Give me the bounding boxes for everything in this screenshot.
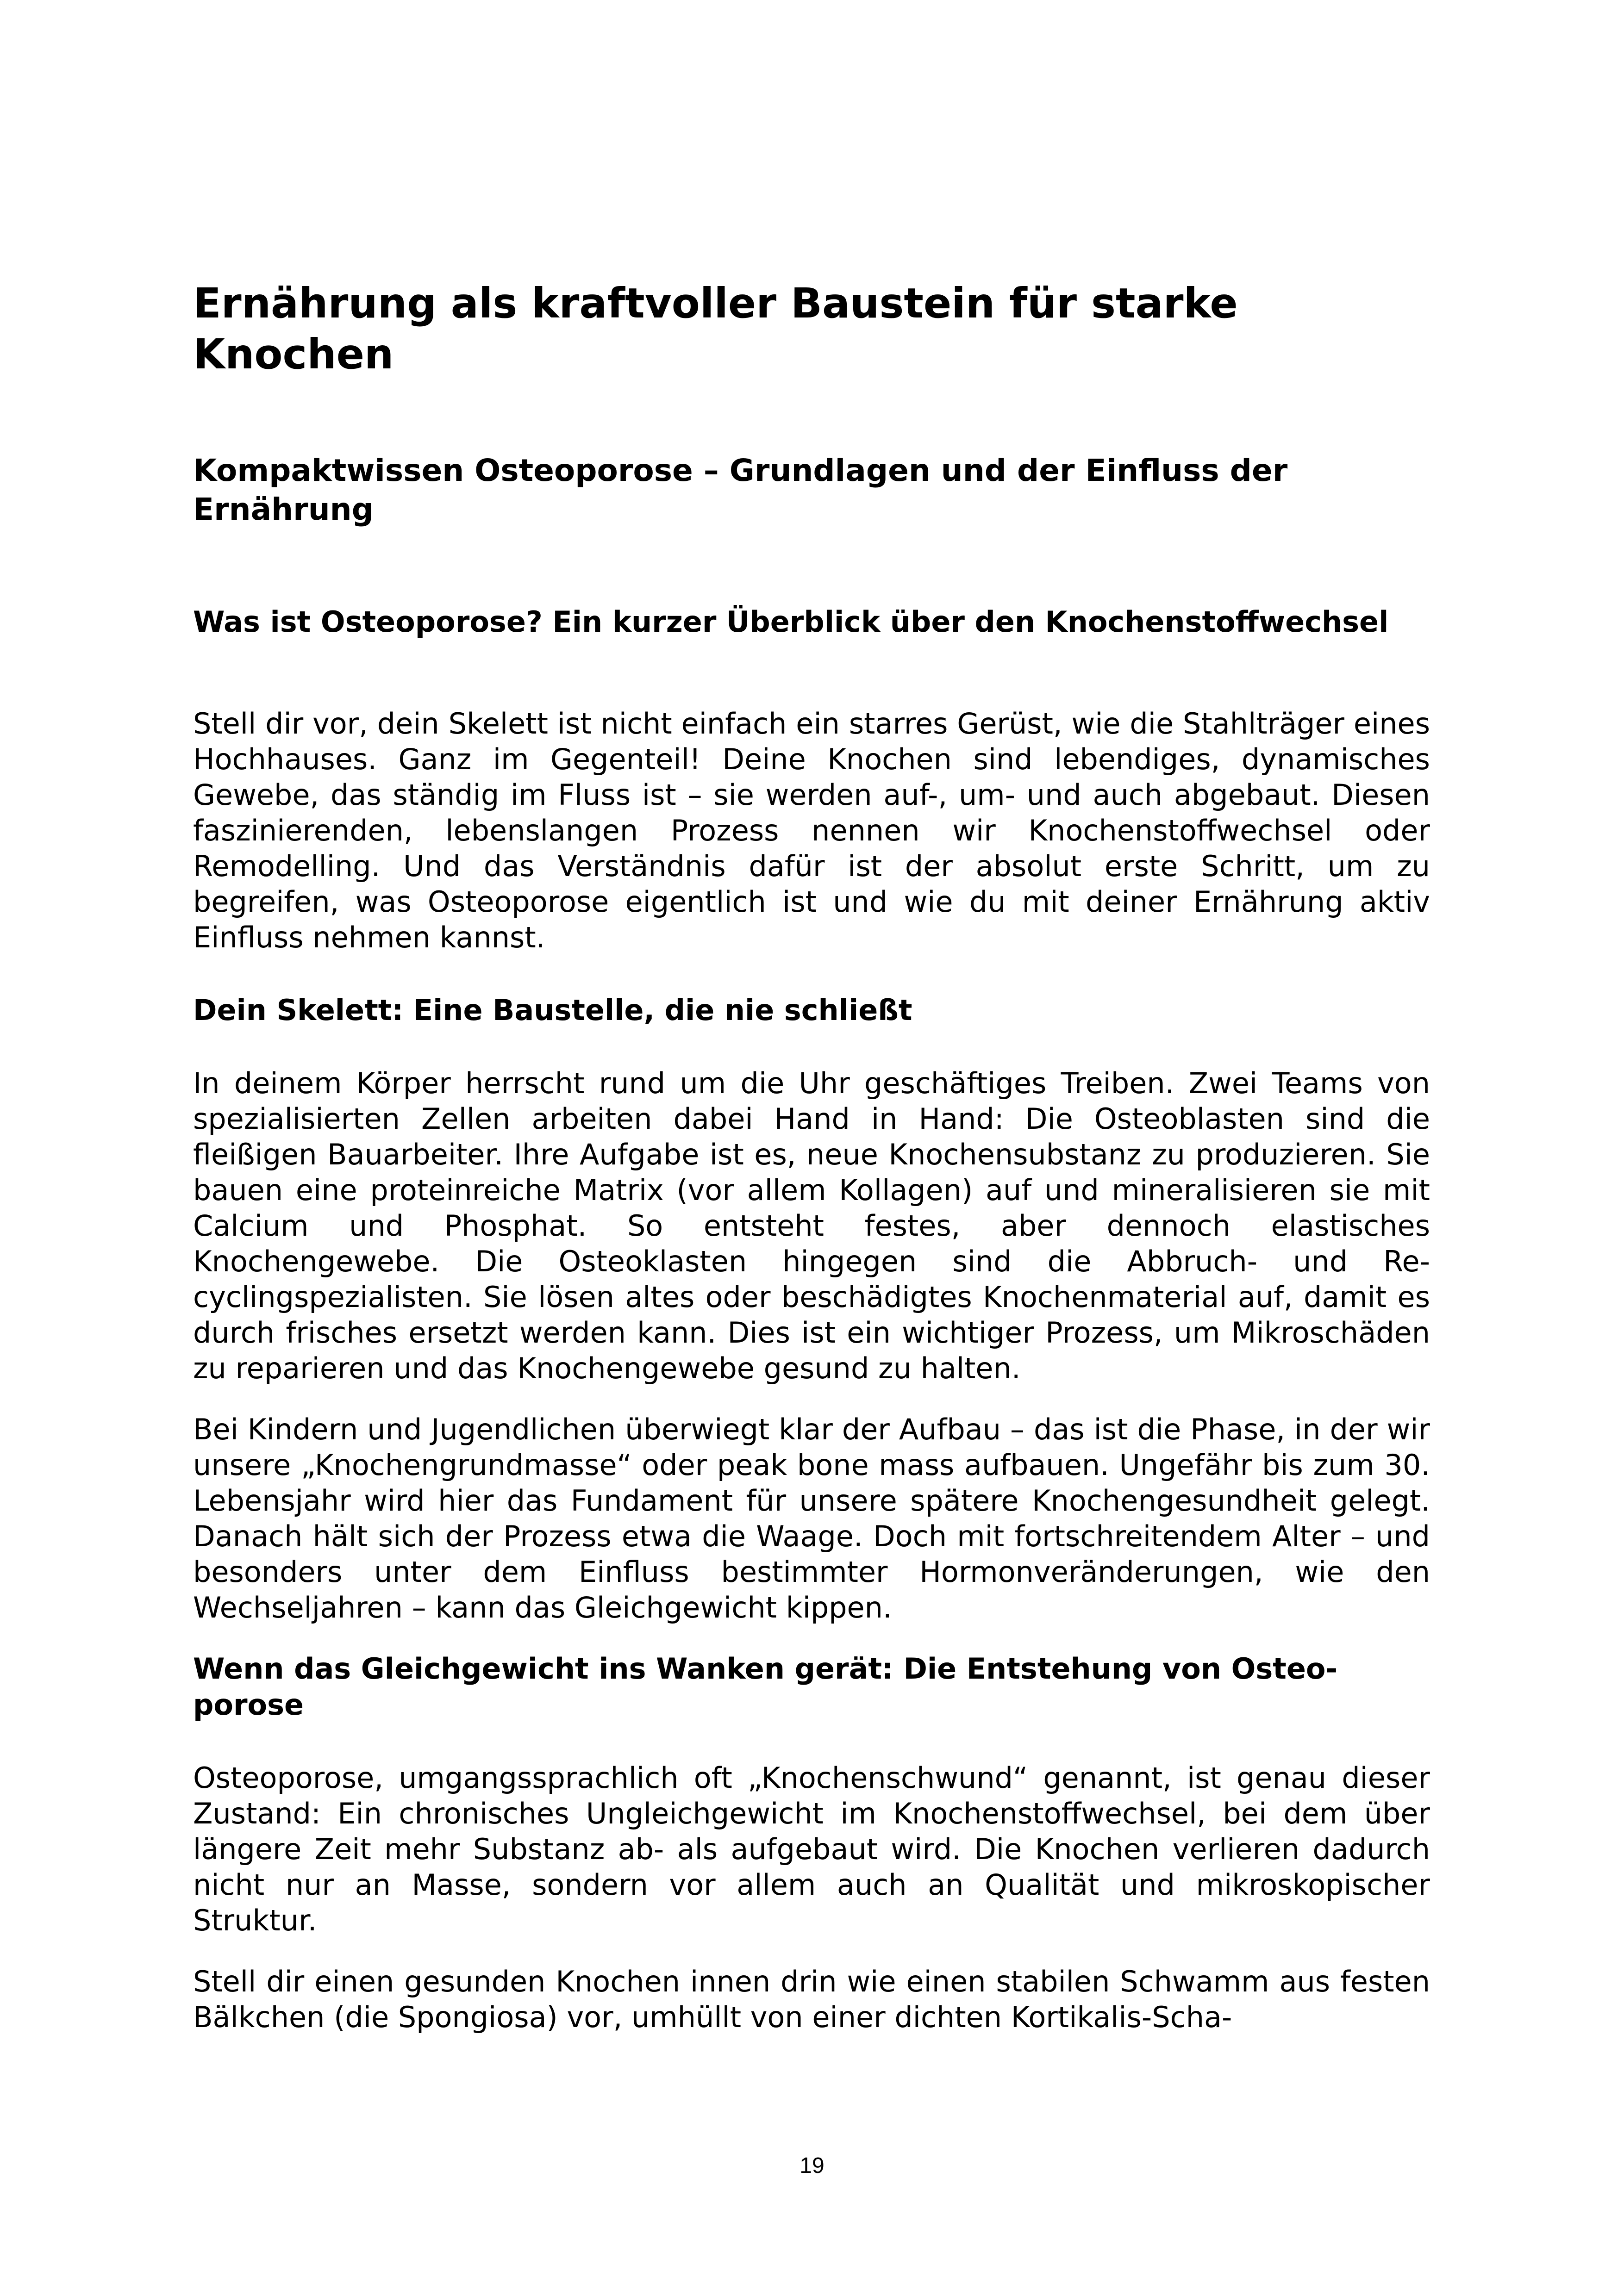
section-title: Kompaktwissen Osteoporose – Grundlagen und der Einfluss der Ernährung [193, 453, 1288, 527]
paragraph-osteoporose-definition: Osteoporose, umgangssprachlich oft „Knochenschwund“ genannt, ist genau dieser Zustand: Ein chronisches Ungleichgewicht im Knochenstoffwechsel, bei dem über längere Zeit mehr Substanz ab- als aufgebaut wird. Die Knochen verlieren dadurch nicht nur an Masse, sondern vor allem auch an Qualität und mikroskopischer Struktur. [193, 1761, 1430, 1937]
paragraph-kinder-jugendliche: Bei Kindern und Jugendlichen überwiegt klar der Aufbau – das ist die Phase, in der wir unsere „Knochengrundmasse“ oder peak bone mass aufbauen. Ungefähr bis zum 30. Lebensjahr wird hier das Fundament für unsere spätere Knochengesundheit gelegt. Danach hält sich der Prozess etwa die Waage. Doch mit fortschreitendem Alter – und besonders unter dem Einfluss bestimmter Hormonveränderungen, wie den Wechseljahren – kann das Gleichgewicht kippen. [193, 1412, 1430, 1624]
page-number: 19 [800, 2153, 824, 2178]
paragraph-gesunder-knochen: Stell dir einen gesunden Knochen innen drin wie einen stabilen Schwamm aus festen Bälkchen (die Spongiosa) vor, umhüllt von einer dichten Kortikalis-Scha- [193, 1965, 1430, 2034]
heading-skelett-baustelle: Dein Skelett: Eine Baustelle, die nie schließt [193, 993, 912, 1027]
heading-entstehung-osteoporose: Wenn das Gleichgewicht ins Wanken gerät: Die Entstehung von Osteoporose [193, 1652, 1338, 1722]
paragraph-intro: Stell dir vor, dein Skelett ist nicht einfach ein starres Gerüst, wie die Stahlträger eines Hochhauses. Ganz im Gegenteil! Deine Knochen sind lebendiges, dynamisches Gewebe, das ständig im Fluss ist – sie werden auf-, um- und auch abgebaut. Diesen faszinierenden, lebenslangen Prozess nennen wir Knochenstoffwechsel oder Remodelling. Und das Verständnis dafür ist der absolut erste Schritt, um zu begreifen, was Osteoporose eigentlich ist und wie du mit deiner Ernährung aktiv Einfluss nehmen kannst. [193, 707, 1430, 954]
subsection-title: Was ist Osteoporose? Ein kurzer Überblick über den Knochenstoffwechsel [193, 605, 1389, 639]
paragraph-zellen-teams: In deinem Körper herrscht rund um die Uhr geschäftiges Treiben. Zwei Teams von spezialisierten Zellen arbeiten dabei Hand in Hand: Die Osteoblasten sind die fleißigen Bauarbeiter. Ihre Aufgabe ist es, neue Knochensubstanz zu produzieren. Sie bauen eine proteinreiche Matrix (vor allem Kollagen) auf und mineralisieren sie mit Calcium und Phosphat. So entsteht festes, aber dennoch elastisches Knochengewebe. Die Osteoklasten hingegen sind die Abbruch- und Recyclingspezialisten. Sie lösen altes oder beschädigtes Knochenmaterial auf, damit es durch frisches ersetzt werden kann. Dies ist ein wichtiger Prozess, um Mikroschäden zu reparieren und das Knochengewebe gesund zu halten. [193, 1066, 1430, 1385]
chapter-title: Ernährung als kraftvoller Baustein für starke Knochen [193, 279, 1238, 378]
page-content [193, 278, 1430, 2035]
